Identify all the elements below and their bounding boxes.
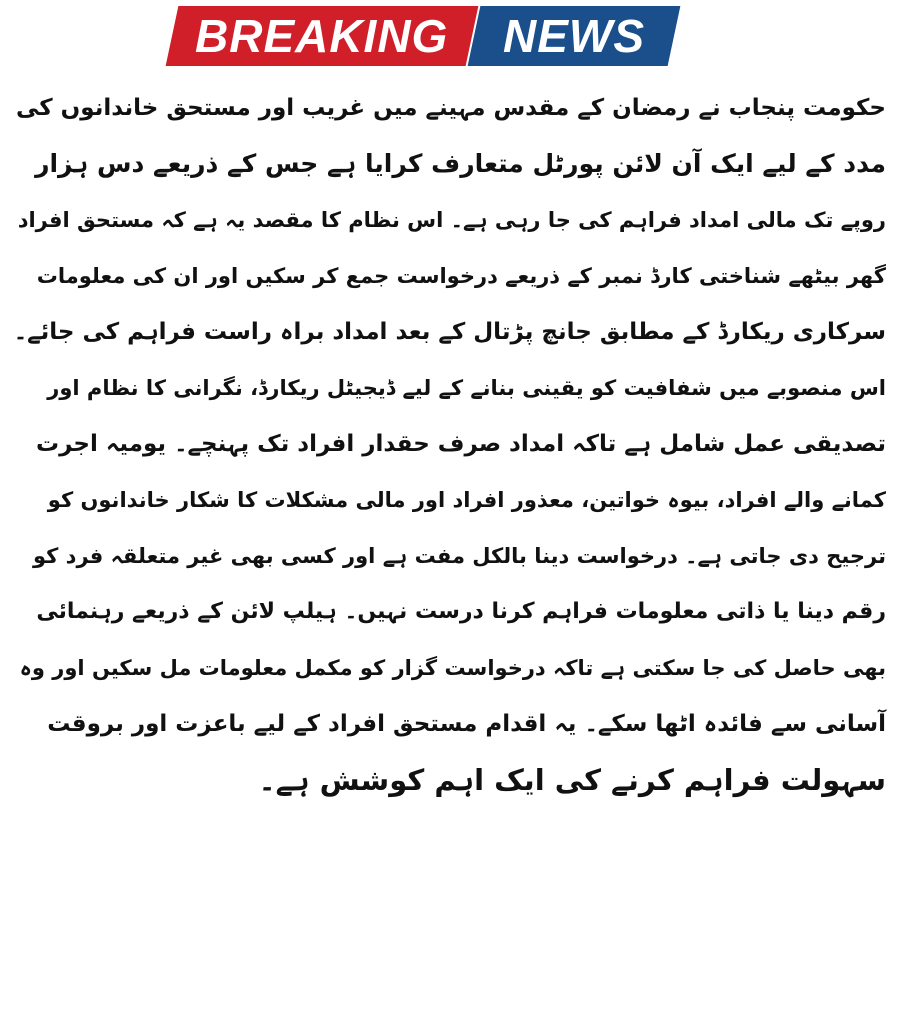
article-line-5: سرکاری ریکارڈ کے مطابق جانچ پڑتال کے بعد امداد براہ راست فراہم کی جائے۔ [13, 319, 886, 345]
article-line-9: ترجیح دی جاتی ہے۔ درخواست دینا بالکل مفت ہے اور کسی بھی غیر متعلقہ فرد کو [32, 544, 886, 568]
news-label: NEWS [503, 10, 645, 62]
article-line-2: مدد کے لیے ایک آن لائن پورٹل متعارف کرایا ہے جس کے ذریعے دس ہزار [35, 149, 886, 178]
article-line-1: حکومت پنجاب نے رمضان کے مقدس مہینے میں غریب اور مستحق خاندانوں کی [15, 95, 886, 121]
article-line-10: رقم دینا یا ذاتی معلومات فراہم کرنا درست نہیں۔ ہیلپ لائن کے ذریعے رہنمائی [36, 599, 886, 624]
article-body [14, 80, 886, 808]
article-line-7: تصدیقی عمل شامل ہے تاکہ امداد صرف حقدار افراد تک پہنچے۔ یومیہ اجرت [36, 431, 886, 457]
news-label-block [468, 6, 681, 66]
article-line-11: بھی حاصل کی جا سکتی ہے تاکہ درخواست گزار کو مکمل معلومات مل سکیں اور وہ [19, 656, 886, 680]
breaking-news-banner [172, 6, 678, 66]
article-line-4: گھر بیٹھے شناختی کارڈ نمبر کے ذریعے درخواست جمع کر سکیں اور ان کی معلومات [36, 264, 886, 288]
article-line-13: سہولت فراہم کرنے کی ایک اہم کوشش ہے۔ [258, 763, 886, 797]
article-line-12: آسانی سے فائدہ اٹھا سکے۔ یہ اقدام مستحق افراد کے لیے باعزت اور بروقت [47, 711, 886, 737]
breaking-label-block [166, 6, 479, 66]
breaking-label: BREAKING [195, 10, 449, 62]
article-line-6: اس منصوبے میں شفافیت کو یقینی بنانے کے لیے ڈیجیٹل ریکارڈ، نگرانی کا نظام اور [47, 376, 886, 400]
article-line-8: کمانے والے افراد، بیوہ خواتین، معذور افراد اور مالی مشکلات کا شکار خاندانوں کو [47, 488, 886, 512]
article-line-3: روپے تک مالی امداد فراہم کی جا رہی ہے۔ اس نظام کا مقصد یہ ہے کہ مستحق افراد [17, 208, 886, 232]
